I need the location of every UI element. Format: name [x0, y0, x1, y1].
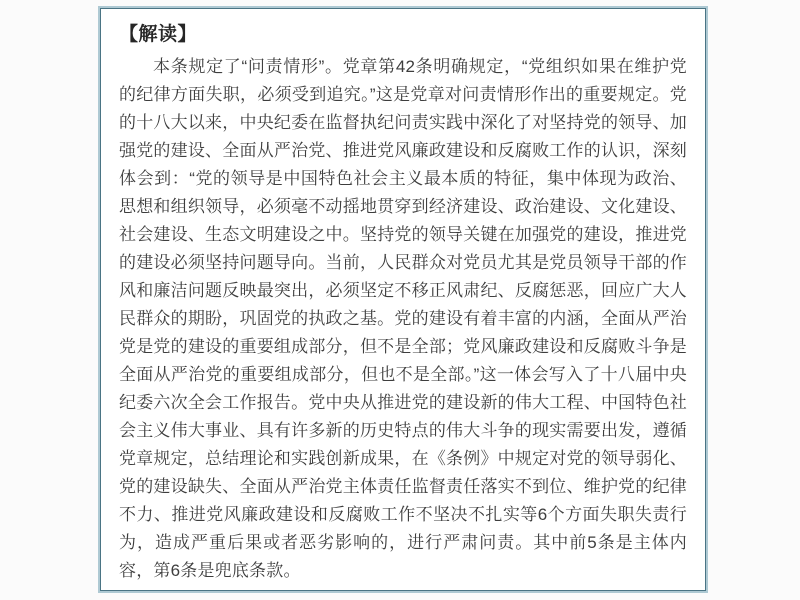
interpretation-paragraph: 本条规定了“问责情形”。党章第42条明确规定，“党组织如果在维护党的纪律方面失职，必须受到追究。”这是党章对问责情形作出的重要规定。党的十八大以来，中央纪委在监督执纪问责实践中深化了对坚持党的领导、加强党的建设、全面从严治党、推进党风廉政建设和反腐败工作的认识，深刻体会到：“党的领导是中国特色社会主义最本质的特征，集中体现为政治、思想和组织领导，必须毫不动摇地贯穿到经济建设、政治建设、文化建设、社会建设、生态文明建设之中。坚持党的领导关键在加强党的建设，推进党的建设必须坚持问题导向。当前，人民群众对党员尤其是党员领导干部的作风和廉洁问题反映最突出，必须坚定不移正风肃纪、反腐惩恶，回应广大人民群众的期盼，巩固党的执政之基。党的建设有着丰富的内涵，全面从严治党是党的建设的重要组成部分，但不是全部；党风廉政建设和反腐败斗争是全面从严治党的重要组成部分，但也不是全部。”这一体会写入了十八届中央纪委六次全会工作报告。党中央从推进党的建设新的伟大工程、中国特色社会主义伟大事业、具有许多新的历史特点的伟大斗争的现实需要出发，遵循党章规定，总结理论和实践创新成果，在《条例》中规定对党的领导弱化、党的建设缺失、全面从严治党主体责任监督责任落实不到位、维护党的纪律不力、推进党风廉政建设和反腐败工作不坚决不扎实等6个方面失职失责行为，造成严重后果或者恶劣影响的，进行严肃问责。其中前5条是主体内容，第6条是兜底条款。 [119, 57, 687, 580]
section-title: 【解读】 [119, 24, 198, 45]
interpretation-panel [100, 8, 706, 591]
